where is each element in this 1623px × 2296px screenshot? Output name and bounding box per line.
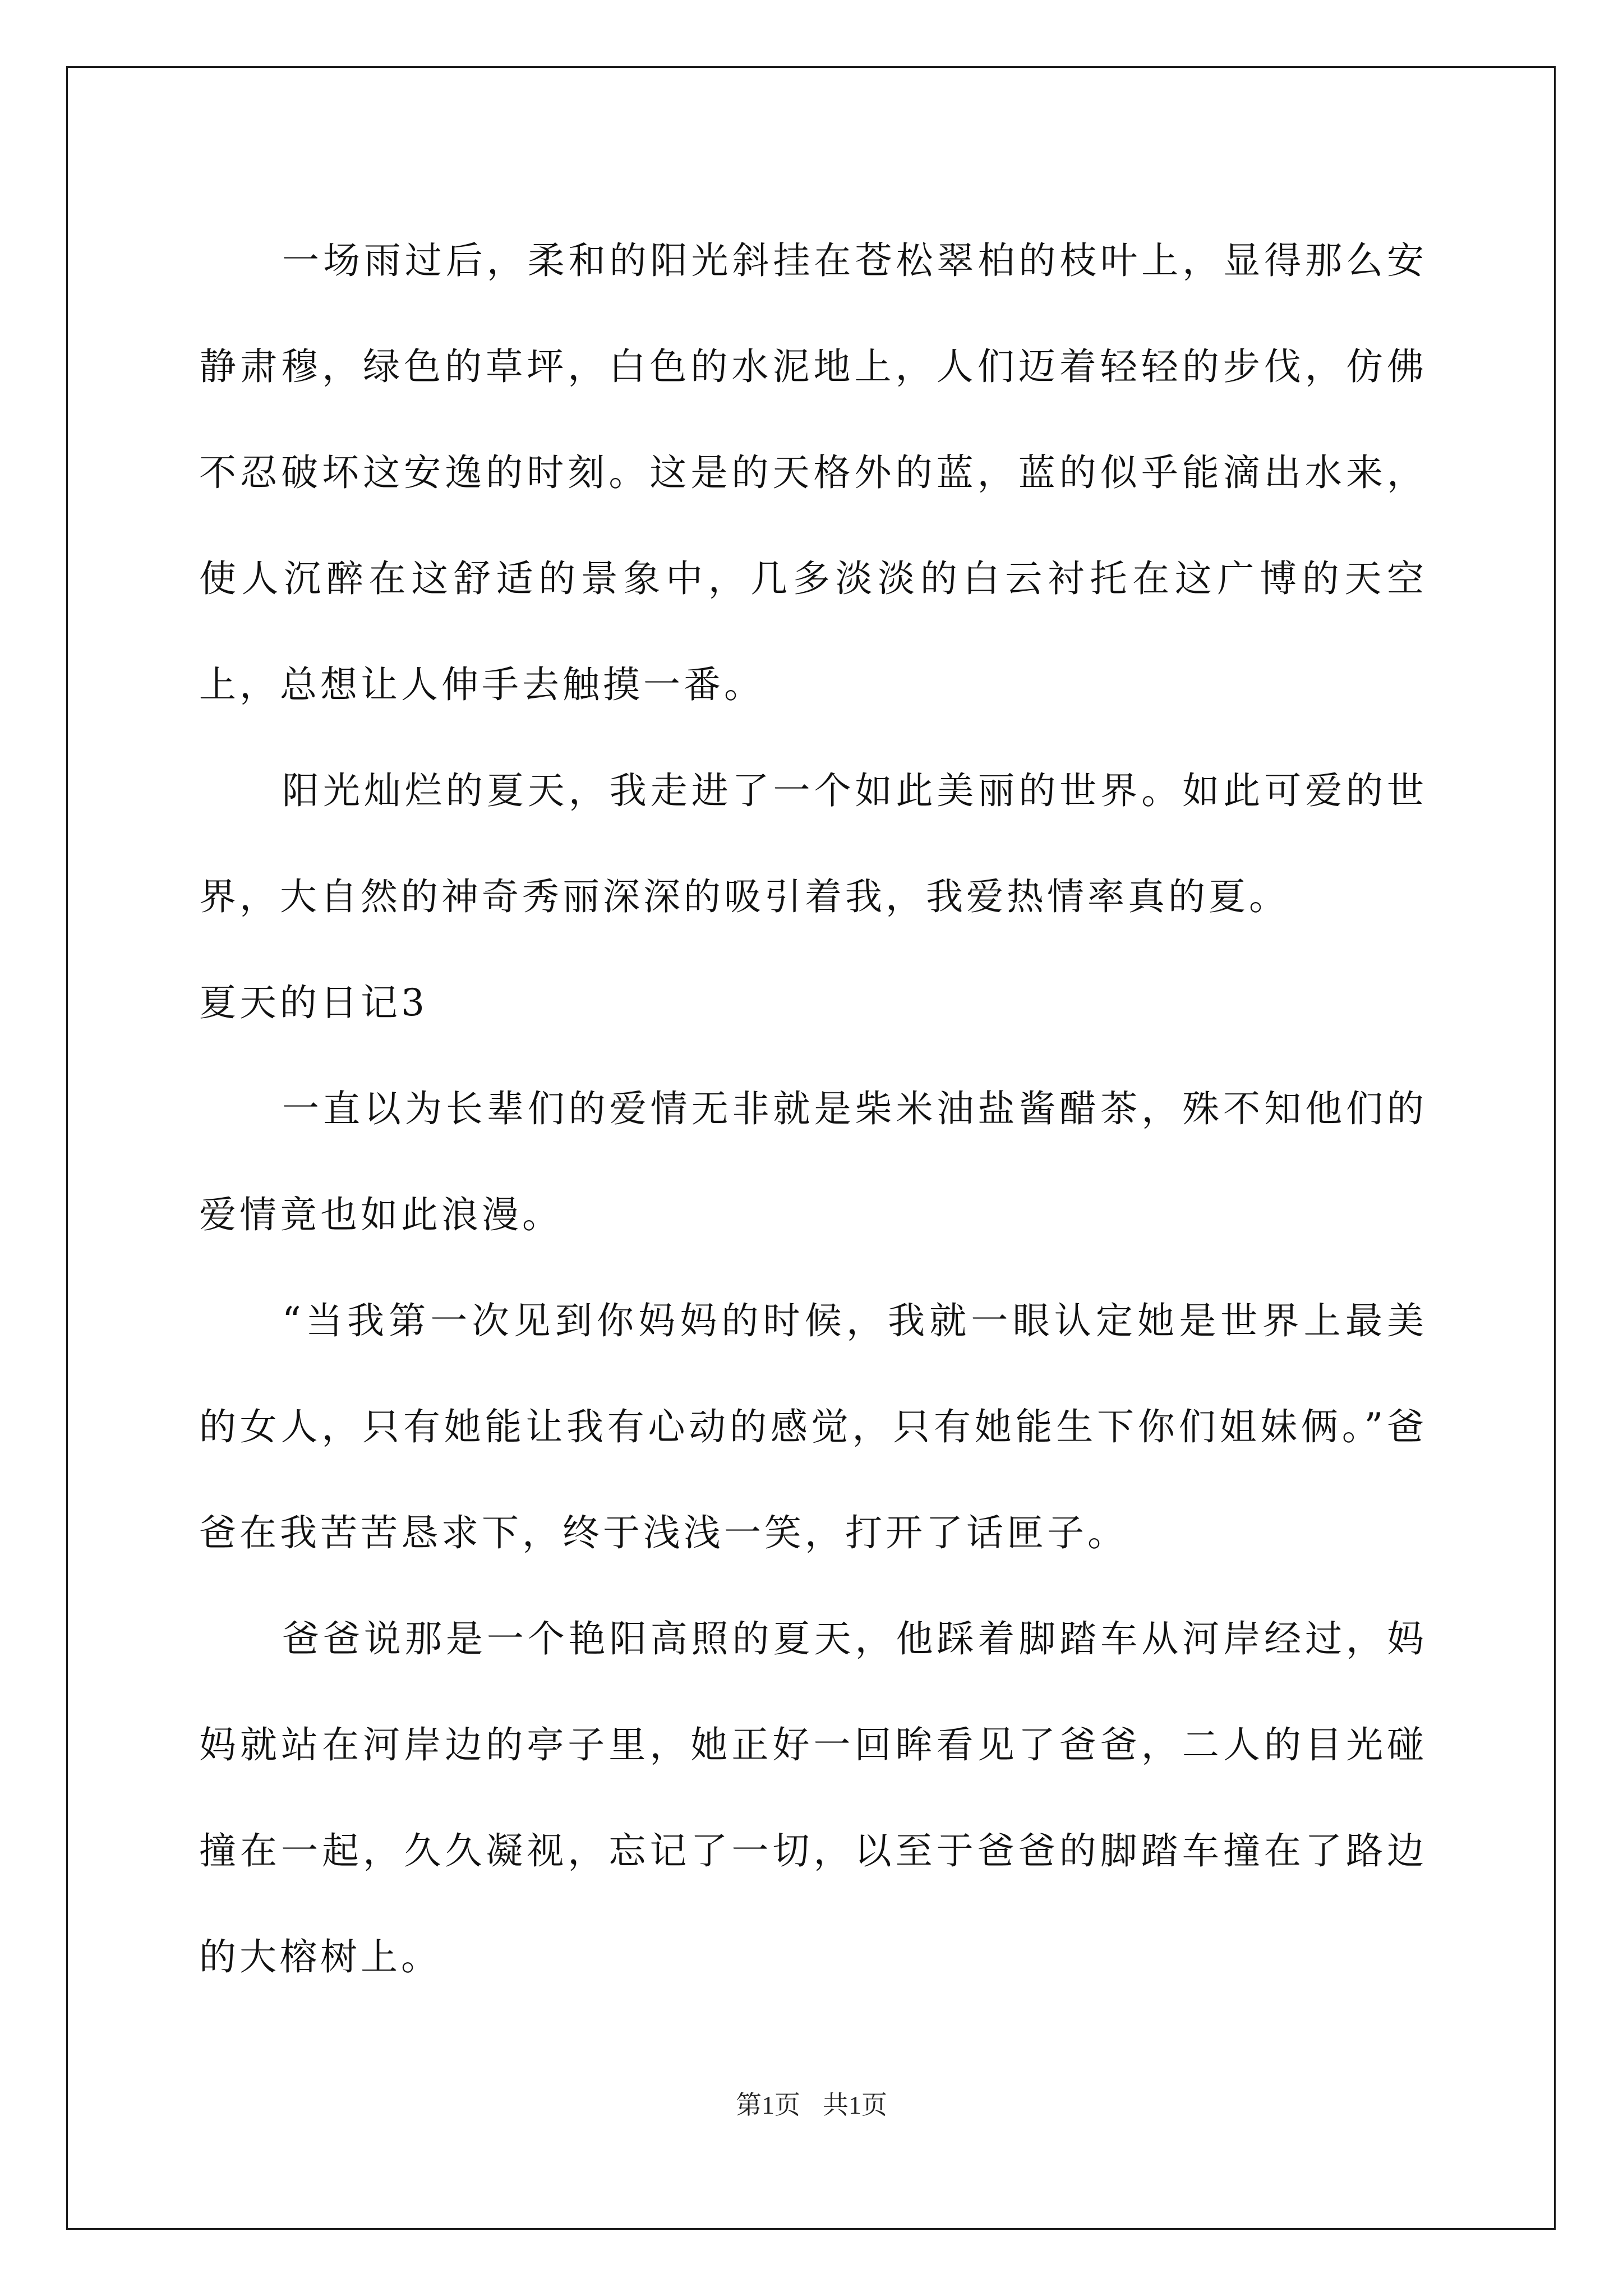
section-heading: 夏天的日记3 (199, 981, 428, 1024)
document-body (199, 208, 1427, 2010)
paragraph: 爸爸说那是一个艳阳高照的夏天，他踩着脚踏车从河岸经过，妈妈就站在河岸边的亭子里，她正好一回眸看见了爸爸，二人的目光碰撞在一起，久久凝视，忘记了一切，以至于爸爸的脚踏车撞在了路边的大榕树上。 (199, 1617, 1427, 1978)
page-number-total: 共1页 (823, 2091, 887, 2119)
page-number-current: 第1页 (736, 2091, 800, 2119)
paragraph: 阳光灿烂的夏天，我走进了一个如此美丽的世界。如此可爱的世界，大自然的神奇秀丽深深的吸引着我，我爱热情率真的夏。 (199, 769, 1427, 918)
paragraph: “当我第一次见到你妈妈的时候，我就一眼认定她是世界上最美的女人，只有她能让我有心动的感觉，只有她能生下你们姐妹俩。”爸爸在我苦苦恳求下，终于浅浅一笑，打开了话匣子。 (199, 1299, 1427, 1554)
paragraph: 一直以为长辈们的爱情无非就是柴米油盐酱醋茶，殊不知他们的爱情竟也如此浪漫。 (199, 1087, 1427, 1236)
paragraph: 一场雨过后，柔和的阳光斜挂在苍松翠柏的枝叶上，显得那么安静肃穆，绿色的草坪，白色的水泥地上，人们迈着轻轻的步伐，仿佛不忍破坏这安逸的时刻。这是的天格外的蓝，蓝的似乎能滴出水来，使人沉醉在这舒适的景象中，几多淡淡的白云衬托在这广博的天空上，总想让人伸手去触摸一番。 (199, 239, 1427, 706)
page-footer (0, 2088, 1623, 2122)
